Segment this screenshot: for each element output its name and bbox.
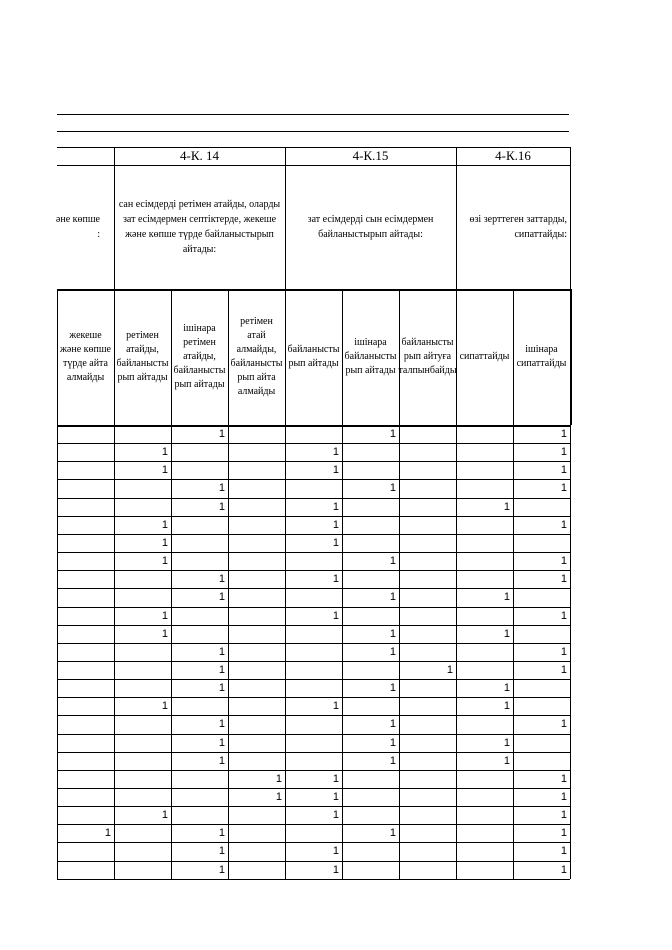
table-cell: 1 [218,482,225,495]
table-cell: 1 [161,518,168,531]
table-cell [285,479,339,497]
table-cell [57,752,111,770]
row-rule [57,879,570,880]
table-cell: 1 [218,645,225,658]
table-cell [456,443,510,461]
table-cell: 1 [218,736,225,749]
table-cell [228,607,282,625]
table-cell [399,461,453,479]
table-cell [399,679,453,697]
table-cell [456,534,510,552]
group-description: әне көпше : [55,214,100,240]
table-cell [57,697,111,715]
table-cell [456,861,510,879]
table-cell [513,498,567,516]
table-cell: 1 [218,863,225,876]
table-cell: 1 [503,591,510,604]
table-cell [285,679,339,697]
table-cell [228,806,282,824]
table-cell [285,643,339,661]
table-cell: 1 [389,482,396,495]
table-cell [114,570,168,588]
table-cell [228,643,282,661]
table-cell [228,697,282,715]
table-cell [57,552,111,570]
table-cell [342,806,396,824]
table-cell [342,788,396,806]
table-cell: 1 [560,573,567,586]
table-cell [57,734,111,752]
table-cell: 1 [560,663,567,676]
table-cell [171,697,225,715]
table-cell [342,607,396,625]
table-cell [342,461,396,479]
table-cell: 1 [161,700,168,713]
table-cell [399,842,453,860]
table-cell: 1 [389,591,396,604]
table-cell [114,824,168,842]
table-cell [114,770,168,788]
table-cell [114,752,168,770]
table-cell [456,788,510,806]
table-cell [57,788,111,806]
table-cell [285,734,339,752]
table-cell: 1 [560,827,567,840]
table-cell [342,661,396,679]
table-cell: 1 [218,663,225,676]
table-cell: 1 [218,428,225,440]
table-cell [399,697,453,715]
table-cell: 1 [218,845,225,858]
table-cell [228,479,282,497]
table-cell [57,498,111,516]
table-cell: 1 [218,682,225,695]
table-cell [342,842,396,860]
table-cell [399,552,453,570]
table-cell [57,588,111,606]
table-cell: 1 [332,791,339,803]
table-cell [399,425,453,443]
table-cell: 1 [161,609,168,622]
table-cell: 1 [332,500,339,513]
table-cell: 1 [503,682,510,695]
table-cell: 1 [560,791,567,803]
group-rule [570,147,571,879]
column-subheader: байланысты рып айтуға талпынбайды [398,337,457,376]
table-cell [342,697,396,715]
table-cell [228,679,282,697]
table-cell: 1 [332,573,339,586]
table-cell: 1 [503,627,510,640]
table-cell [456,479,510,497]
table-cell [114,734,168,752]
table-cell [57,625,111,643]
right-edge-rule [570,289,572,425]
table-cell [513,697,567,715]
table-cell [171,461,225,479]
table-cell [228,752,282,770]
table-cell [513,734,567,752]
table-cell: 1 [332,863,339,876]
table-cell [285,752,339,770]
table-cell [114,861,168,879]
table-cell: 1 [389,645,396,658]
table-cell [399,516,453,534]
table-cell: 1 [503,700,510,713]
table-cell [285,588,339,606]
table-cell [399,752,453,770]
table-cell: 1 [332,609,339,622]
table-cell [228,861,282,879]
table-cell [342,498,396,516]
table-cell: 1 [332,518,339,531]
table-cell: 1 [560,609,567,622]
table-cell [456,461,510,479]
table-cell [285,661,339,679]
table-cell: 1 [560,428,567,440]
table-cell: 1 [332,464,339,477]
table-cell [228,715,282,733]
table-cell: 1 [560,518,567,531]
table-cell [57,479,111,497]
table-cell [399,715,453,733]
table-cell [399,643,453,661]
table-cell [228,824,282,842]
table-cell: 1 [332,772,339,785]
table-cell [399,534,453,552]
table-cell [342,534,396,552]
table-cell [57,570,111,588]
table-cell [342,516,396,534]
table-cell [399,734,453,752]
table-cell: 1 [218,500,225,513]
column-code: 4-К. 14 [180,148,219,163]
table-cell: 1 [560,555,567,568]
table-cell: 1 [560,645,567,658]
table-cell: 1 [389,736,396,749]
table-cell [114,498,168,516]
table-cell [456,824,510,842]
table-cell: 1 [218,754,225,767]
table-cell: 1 [560,464,567,477]
table-cell [228,570,282,588]
table-cell [228,498,282,516]
group-description: сан есімдерді ретімен атайды, оларды зат есімдермен септіктерде, жекеше және көпше түрде байланыстырып айтады: [118,199,281,255]
table-cell: 1 [161,809,168,822]
table-cell [171,625,225,643]
table-cell [342,570,396,588]
table-cell [114,788,168,806]
table-cell [228,734,282,752]
column-code: 4-К.16 [495,148,531,163]
table-cell [171,552,225,570]
table-cell: 1 [389,718,396,731]
table-cell [399,479,453,497]
table-cell [456,770,510,788]
table-cell [399,570,453,588]
table-cell [57,607,111,625]
table-cell [513,534,567,552]
column-subheader: байланысты рып айтады [287,344,340,369]
table-cell [228,425,282,443]
table-cell: 1 [218,573,225,586]
table-cell [57,806,111,824]
table-cell: 1 [161,555,168,568]
table-cell [114,479,168,497]
table-cell [456,607,510,625]
table-cell [228,534,282,552]
table-cell [228,461,282,479]
table-cell: 1 [560,772,567,785]
table-cell [57,643,111,661]
table-cell [114,425,168,443]
table-cell [456,643,510,661]
table-cell [57,679,111,697]
table-cell [57,425,111,443]
table-cell [342,443,396,461]
table-cell [171,806,225,824]
table-cell: 1 [161,536,168,549]
table-cell [57,534,111,552]
column-subheader: ретімен атай алмайды, байланысты рып айта алмайды [230,316,283,397]
column-subheader: жекеше және көпше түрде айта алмайды [60,330,111,383]
table-cell: 1 [446,663,453,676]
table-cell [513,752,567,770]
table-cell [228,443,282,461]
table-cell: 1 [560,446,567,459]
table-cell [513,625,567,643]
table-cell [171,607,225,625]
table-cell [114,679,168,697]
table-cell [399,806,453,824]
table-cell: 1 [218,827,225,840]
table-cell [228,625,282,643]
column-subheader: ішінара ретімен атайды, байланысты рып айтады [173,323,226,390]
table-cell: 1 [389,428,396,440]
table-cell: 1 [503,500,510,513]
table-cell: 1 [161,464,168,477]
table-cell [57,715,111,733]
column-subheader: ішінара байланысты рып айтады [344,337,397,376]
table-cell [228,516,282,534]
table-cell [285,425,339,443]
table-cell [114,715,168,733]
table-cell [456,715,510,733]
table-cell: 1 [560,845,567,858]
table-cell: 1 [389,682,396,695]
table-cell [399,443,453,461]
table-cell [57,516,111,534]
table-cell [228,661,282,679]
table-cell: 1 [275,772,282,785]
table-cell [285,715,339,733]
table-cell [57,443,111,461]
table-cell [399,625,453,643]
table-cell [57,461,111,479]
table-cell: 1 [218,591,225,604]
table-cell: 1 [218,718,225,731]
table-cell [399,498,453,516]
table-cell [456,570,510,588]
table-cell [342,770,396,788]
table-cell: 1 [275,791,282,803]
table-cell [228,588,282,606]
table-cell [228,842,282,860]
table-cell: 1 [332,845,339,858]
table-cell: 1 [104,827,111,840]
table-cell [456,806,510,824]
table-cell [114,588,168,606]
table-cell: 1 [389,555,396,568]
table-cell [456,552,510,570]
table-cell [399,770,453,788]
table-cell: 1 [560,718,567,731]
table-cell [456,842,510,860]
column-subheader: ішінара сипаттайды [516,344,567,369]
table-cell [285,824,339,842]
table-cell [456,516,510,534]
table-cell [342,861,396,879]
table-cell [171,788,225,806]
table-cell: 1 [389,754,396,767]
table-cell [57,861,111,879]
table-cell [57,842,111,860]
table-cell: 1 [332,536,339,549]
table-cell [57,661,111,679]
table-cell [399,788,453,806]
column-subheader: ретімен атайды, байланысты рып айтады [116,330,169,383]
table-cell [57,770,111,788]
table-cell [114,842,168,860]
table-cell: 1 [332,446,339,459]
column-subheader: сипаттайды [459,351,510,362]
table-cell [171,516,225,534]
table-cell [399,861,453,879]
table-cell [228,552,282,570]
column-code: 4-К.15 [352,148,389,163]
table-cell [456,661,510,679]
table-cell: 1 [161,446,168,459]
table-cell [171,443,225,461]
table-cell: 1 [560,809,567,822]
table-cell: 1 [161,627,168,640]
table-cell: 1 [503,736,510,749]
table-cell: 1 [389,827,396,840]
table-cell: 1 [503,754,510,767]
table-cell: 1 [332,700,339,713]
table-cell [285,625,339,643]
table-cell: 1 [560,863,567,876]
table-cell [513,588,567,606]
table-cell [399,824,453,842]
group-description: өзі зерттеген заттарды, сипаттайды: [469,214,567,240]
table-cell [285,552,339,570]
table-cell: 1 [332,809,339,822]
table-cell [456,425,510,443]
table-cell [171,770,225,788]
table-cell [513,679,567,697]
table-cell [114,661,168,679]
table-cell [171,534,225,552]
table-cell [114,643,168,661]
table-cell: 1 [560,482,567,495]
table-cell: 1 [389,627,396,640]
table-cell [399,607,453,625]
table-cell [399,588,453,606]
group-description: зат есімдерді сын есімдермен байланыстырып айтады: [307,214,434,240]
